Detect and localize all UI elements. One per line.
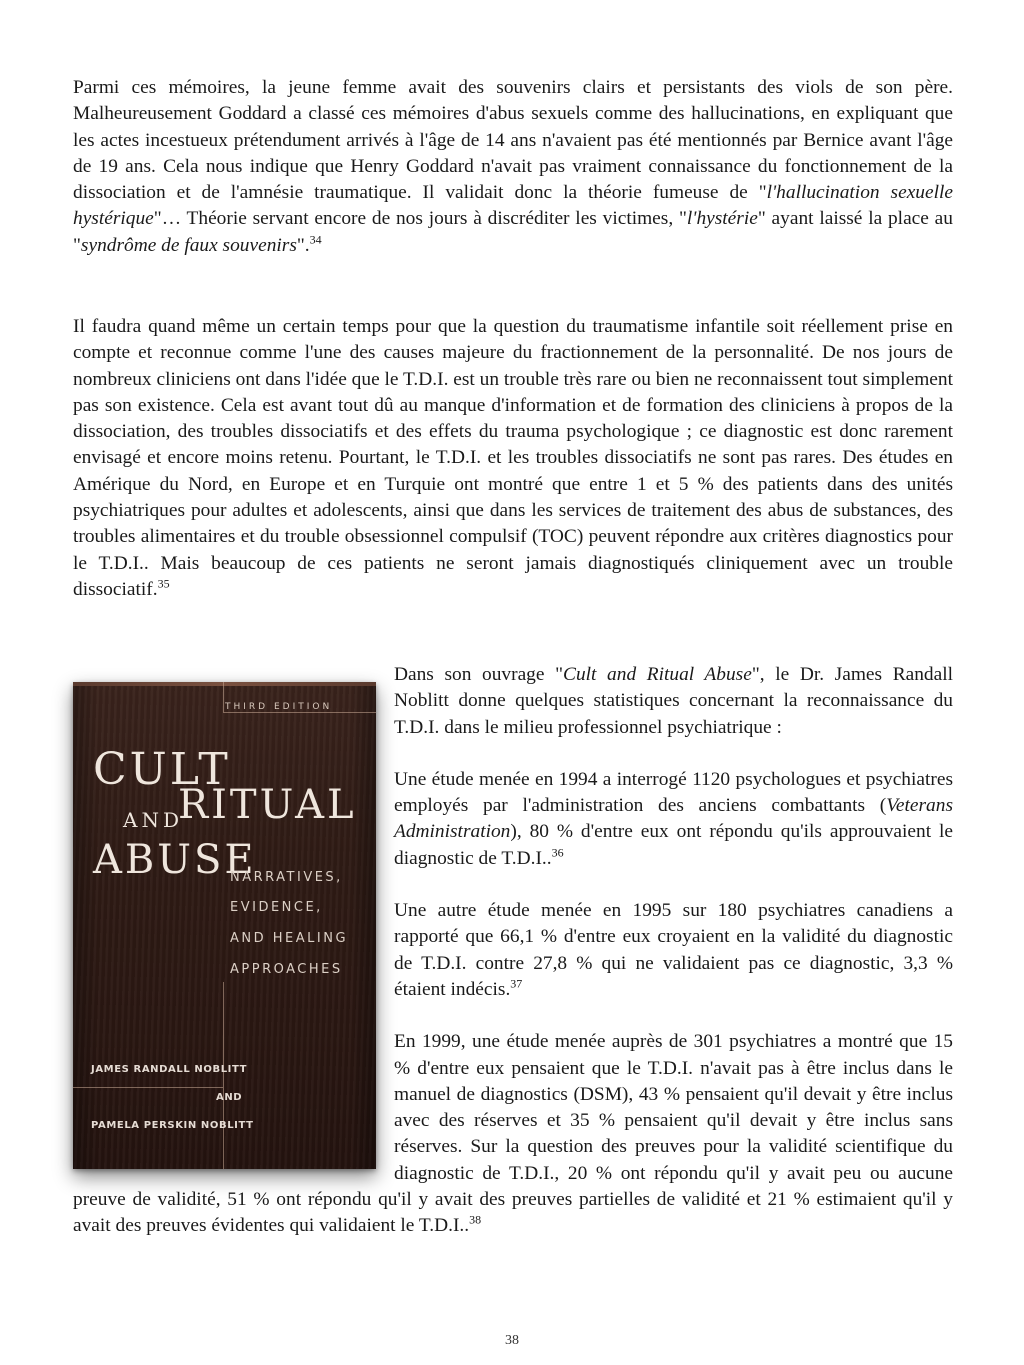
cover-subtitle: AND HEALING: [230, 931, 349, 946]
wrapped-section: [73, 662, 953, 1240]
footnote-ref: 35: [157, 576, 170, 591]
cover-title-cult: CULT: [93, 744, 231, 795]
paragraph-6: En 1999, une étude menée auprès de 301 psychiatres a montré que 15 % d'entre eux pensaient que le T.D.I. n'avait pas à être inclus dans le manuel de diagnostics (DSM), 43 % pensaient qu'il devait y être inclus avec des réserves et 35 % pensaient qu'il devait y être inclus sans réserves. Sur la question des preuves pour la validité scientifique du diagnostic de T.D.I., 20 % ont répondu qu'il y avait peu ou aucune preuve de validité, 51 % ont répondu qu'il y avait des preuves partielles de validité et 21 % estimaient qu'il y avait des preuves évidentes qui validaient le T.D.I..$^{38}$: [73, 1031, 953, 1237]
cover-author-and: AND: [216, 1092, 243, 1103]
cover-author: JAMES RANDALL NOBLITT: [91, 1064, 248, 1075]
cover-title-ritual: RITUAL: [178, 782, 357, 828]
cover-subtitle: APPROACHES: [230, 962, 343, 977]
footnote-ref: 34: [309, 232, 322, 247]
paragraph-1: Parmi ces mémoires, la jeune femme avait des souvenirs clairs et persistants des viols de son père. Malheureusement Goddard a classé ces mémoires d'abus sexuels comme des hallucinations, en expliquant que les actes incestueux prétendument arrivés à l'âge de 14 ans n'avaient pas été mentionnés par Bernice avant l'âge de 19 ans. Cela nous indique que Henry Goddard n'avait pas vraiment connaissance du fonctionnement de la dissociation et de l'amnésie traumatique. Il validait donc la théorie fumeuse de "l'hallucination sexuelle hystérique"… Théorie servant encore de nos jours à discréditer les victimes, "l'hystérie" ayant laissé la place au "syndrôme de faux souvenirs".$^{34}$: [73, 77, 953, 256]
footnote-ref: 36: [551, 845, 564, 860]
paragraph-3: Dans son ouvrage "Cult and Ritual Abuse", le Dr. James Randall Noblitt donne quelques statistiques concernant la reconnaissance du T.D.I. dans le milieu professionnel psychiatrique :: [394, 664, 954, 738]
cover-subtitle: EVIDENCE,: [230, 900, 323, 915]
italic-book-title: Cult and Ritual Abuse: [563, 664, 752, 685]
italic-phrase: syndrôme de faux souvenirs: [80, 234, 297, 256]
cover-edition: THIRD EDITION: [225, 702, 333, 712]
italic-phrase: l'hystérie: [686, 208, 758, 230]
italic-phrase: Veterans Administration: [394, 795, 953, 843]
cover-title-and: AND: [123, 808, 183, 832]
italic-phrase: l'hallucination sexuelle hystérique: [73, 182, 953, 230]
page-number: 38: [505, 1333, 519, 1348]
paragraph-4: Une étude menée en 1994 a interrogé 1120 psychologues et psychiatres employés par l'administration des anciens combattants (Veterans Administration), 80 % d'entre eux ont répondu qu'ils approuvaient le diagnostic de T.D.I..$^{36}$: [394, 768, 953, 869]
book-cover-image: [73, 682, 376, 1169]
cover-author: PAMELA PERSKIN NOBLITT: [91, 1120, 254, 1131]
paragraph-5: Une autre étude menée en 1995 sur 180 psychiatres canadiens a rapporté que 66,1 % d'entre eux croyaient en la validité du diagnostic de T.D.I. contre 27,8 % qui ne validaient pas ce diagnostic, 3,3 % étaient indécis.$^{37}$: [394, 900, 953, 1000]
paragraph-2: Il faudra quand même un certain temps pour que la question du traumatisme infantile soit réellement prise en compte et reconnue comme l'une des causes majeure du fractionnement de la personnalité. De nos jours de nombreux cliniciens ont dans l'idée que le T.D.I. est un trouble très rare ou bien ne reconnaissent tout simplement pas son existence. Cela est avant tout dû au manque d'information et de formation des cliniciens à propos de la dissociation, des troubles dissociatifs et des effets du trauma psychologique ; ce diagnostic est donc rarement envisagé et encore moins retenu. Pourtant, le T.D.I. et les troubles dissociatifs ne sont pas rares. Des études en Amérique du Nord, en Europe et en Turquie ont montré que entre 1 et 5 % des patients dans des unités psychiatriques pour adultes et adolescents, ainsi que dans les services de traitement des abus de substances, des troubles alimentaires et du trouble obsessionnel compulsif (TOC) peuvent répondre aux critères diagnostics pour le T.D.I.. Mais beaucoup de ces patients ne seront jamais diagnostiqués cliniquement avec un trouble dissociatif.$^{35}$: [73, 316, 953, 600]
cover-title-abuse: ABUSE: [93, 837, 257, 883]
cover-subtitle: NARRATIVES,: [230, 870, 343, 885]
footnote-ref: 37: [510, 976, 523, 991]
footnote-ref: 38: [469, 1212, 482, 1227]
